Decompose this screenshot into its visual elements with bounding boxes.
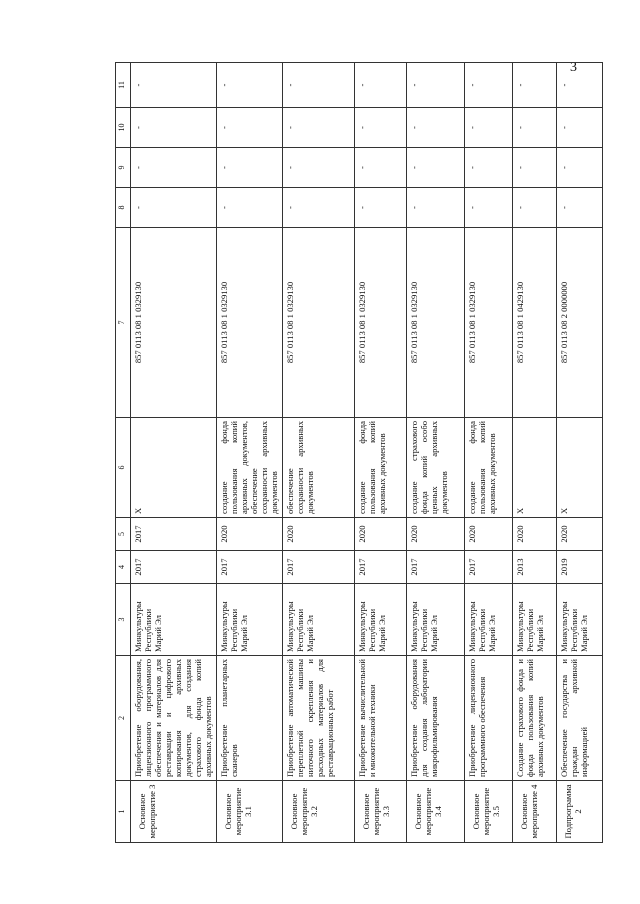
column-number: 7 [116, 228, 131, 418]
table-row [465, 63, 513, 843]
cell-c2: Приобретение оборудования, лицензионного программного обеспечения и материалов для реставрации и цифрового копирования архивных документов, для создания страхового фонда копий архивных документов [131, 656, 217, 781]
table-row [513, 63, 557, 843]
cell-c6: создание фонда пользования копий архивных документов [465, 418, 513, 518]
cell-c2: Приобретение лицензионного программного обеспечения [465, 656, 513, 781]
cell-c4: 2019 [557, 551, 603, 584]
cell-c3: Минкультуры Республики Марий Эл [557, 584, 603, 656]
cell-c9: - [131, 148, 217, 188]
column-number: 9 [116, 148, 131, 188]
cell-c6: создание фонда пользования копий архивных документов [355, 418, 407, 518]
cell-c6: обеспечение сохранности архивных документов [283, 418, 355, 518]
cell-c5: 2020 [283, 518, 355, 551]
table-row [217, 63, 283, 843]
cell-c11: - [407, 63, 465, 108]
cell-c5: 2020 [513, 518, 557, 551]
table-row [407, 63, 465, 843]
cell-c11: - [355, 63, 407, 108]
table-row [283, 63, 355, 843]
cell-c9: - [557, 148, 603, 188]
cell-c10: - [217, 108, 283, 148]
cell-c2: Обеспечение государства и граждан архивной информацией [557, 656, 603, 781]
cell-c11: - [465, 63, 513, 108]
cell-c7: 857 0113 08 1 0329130 [283, 228, 355, 418]
cell-c4: 2017 [355, 551, 407, 584]
cell-c5: 2020 [465, 518, 513, 551]
cell-c10: - [355, 108, 407, 148]
cell-c9: - [407, 148, 465, 188]
table-row [355, 63, 407, 843]
cell-c7: 857 0113 08 1 0329130 [355, 228, 407, 418]
cell-c7: 857 0113 08 1 0329130 [131, 228, 217, 418]
cell-c5: 2017 [131, 518, 217, 551]
column-number: 8 [116, 188, 131, 228]
cell-c8: - [355, 188, 407, 228]
cell-c4: 2017 [465, 551, 513, 584]
cell-c10: - [283, 108, 355, 148]
column-number: 2 [116, 656, 131, 781]
program-table [115, 62, 603, 843]
cell-c1: Основное мероприятие 3.4 [407, 781, 465, 843]
cell-c8: - [465, 188, 513, 228]
cell-c1: Основное мероприятие 3.5 [465, 781, 513, 843]
cell-c7: 857 0113 08 1 0329130 [465, 228, 513, 418]
cell-c4: 2017 [283, 551, 355, 584]
cell-c8: - [131, 188, 217, 228]
cell-c5: 2020 [407, 518, 465, 551]
cell-c9: - [465, 148, 513, 188]
cell-c1: Подпрограмма 2 [557, 781, 603, 843]
cell-c4: 2017 [407, 551, 465, 584]
cell-c2: Приобретение автоматической переплетной машины ниточного скрепления и расходных материалов для реставрационных работ [283, 656, 355, 781]
cell-c11: - [217, 63, 283, 108]
cell-c8: - [407, 188, 465, 228]
column-number: 11 [116, 63, 131, 108]
page-number: 3 [570, 60, 577, 75]
column-number: 1 [116, 781, 131, 843]
column-number: 5 [116, 518, 131, 551]
cell-c10: - [465, 108, 513, 148]
cell-c5: 2020 [217, 518, 283, 551]
cell-c3: Минкультуры Республики Марий Эл [217, 584, 283, 656]
cell-c4: 2017 [131, 551, 217, 584]
cell-c3: Минкультуры Республики Марий Эл [355, 584, 407, 656]
table-body [116, 63, 603, 843]
table-row [557, 63, 603, 843]
column-number: 6 [116, 418, 131, 518]
cell-c1: Основное мероприятие 4 [513, 781, 557, 843]
cell-c11: - [513, 63, 557, 108]
cell-c1: Основное мероприятие 3.2 [283, 781, 355, 843]
cell-c9: - [513, 148, 557, 188]
cell-c7: 857 0113 08 1 0329130 [407, 228, 465, 418]
cell-c3: Минкультуры Республики Марий Эл [283, 584, 355, 656]
cell-c9: - [355, 148, 407, 188]
cell-c1: Основное мероприятие 3 [131, 781, 217, 843]
cell-c4: 2013 [513, 551, 557, 584]
cell-c6: Х [513, 418, 557, 518]
cell-c5: 2020 [557, 518, 603, 551]
cell-c1: Основное мероприятие 3.1 [217, 781, 283, 843]
cell-c5: 2020 [355, 518, 407, 551]
cell-c2: Создание страхового фонда и фонда пользования копий архивных документов [513, 656, 557, 781]
cell-c8: - [513, 188, 557, 228]
cell-c10: - [557, 108, 603, 148]
cell-c8: - [557, 188, 603, 228]
column-number: 4 [116, 551, 131, 584]
cell-c10: - [513, 108, 557, 148]
cell-c7: 857 0113 08 2 0000000 [557, 228, 603, 418]
cell-c7: 857 0113 08 1 0429130 [513, 228, 557, 418]
cell-c10: - [407, 108, 465, 148]
cell-c6: Х [131, 418, 217, 518]
cell-c10: - [131, 108, 217, 148]
cell-c6: Х [557, 418, 603, 518]
table-row [131, 63, 217, 843]
cell-c6: создание страхового фонда копий особо ценных архивных документов [407, 418, 465, 518]
cell-c9: - [283, 148, 355, 188]
cell-c8: - [283, 188, 355, 228]
cell-c1: Основное мероприятие 3.3 [355, 781, 407, 843]
cell-c9: - [217, 148, 283, 188]
column-number: 3 [116, 584, 131, 656]
cell-c11: - [283, 63, 355, 108]
cell-c2: Приобретение оборудования для создания лаборатории микрофильмирования [407, 656, 465, 781]
column-number-row [116, 63, 131, 843]
column-number: 10 [116, 108, 131, 148]
cell-c11: - [131, 63, 217, 108]
cell-c11: - [557, 63, 603, 108]
cell-c2: Приобретение планетарных сканеров [217, 656, 283, 781]
cell-c3: Минкультуры Республики Марий Эл [407, 584, 465, 656]
cell-c3: Минкультуры Республики Марий Эл [513, 584, 557, 656]
cell-c3: Минкультуры Республики Марий Эл [131, 584, 217, 656]
cell-c6: создание фонда пользования копий архивных документов, обеспечение сохранности архивных документов [217, 418, 283, 518]
cell-c4: 2017 [217, 551, 283, 584]
cell-c8: - [217, 188, 283, 228]
cell-c3: Минкультуры Республики Марий Эл [465, 584, 513, 656]
cell-c2: Приобретение вычислительной и множительной техники [355, 656, 407, 781]
cell-c7: 857 0113 08 1 0329130 [217, 228, 283, 418]
rotated-table-container [115, 63, 635, 843]
